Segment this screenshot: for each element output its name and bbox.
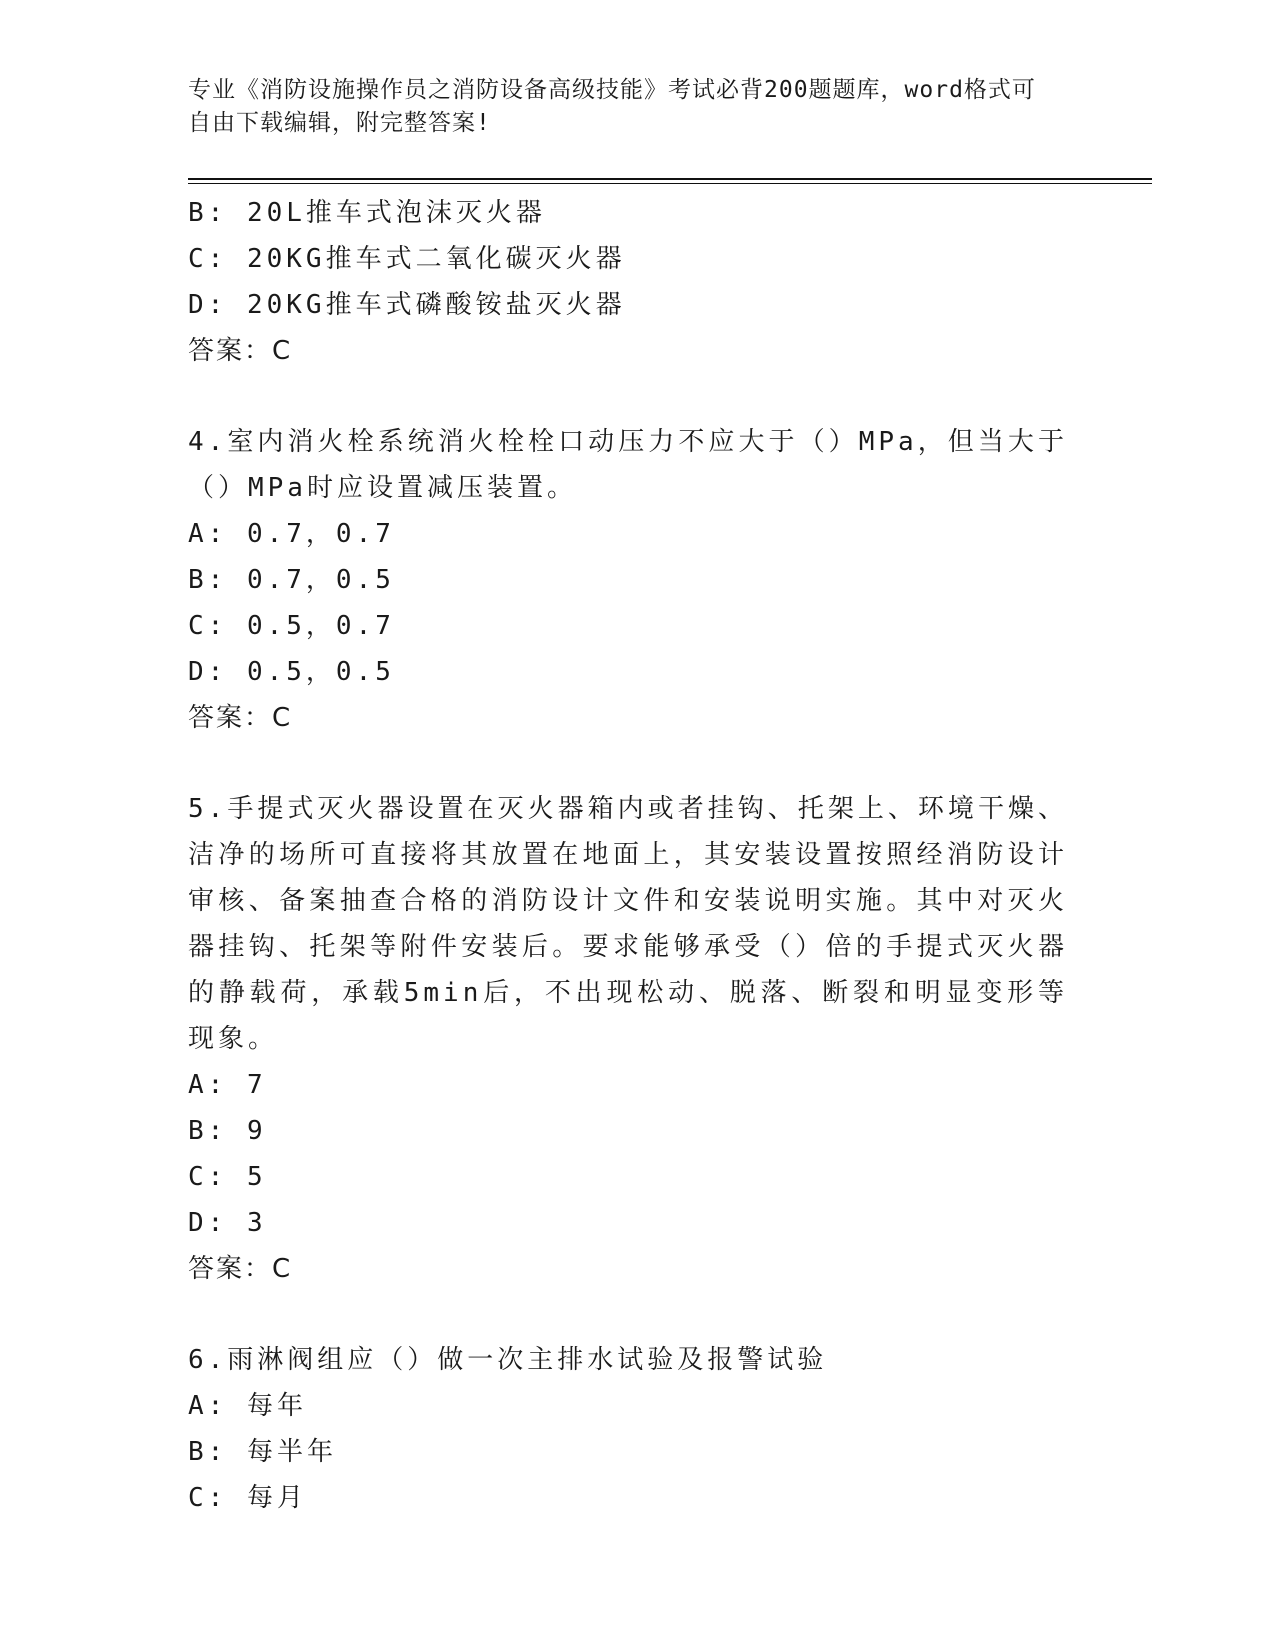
header-title-line-2: 自由下载编辑，附完整答案! (188, 110, 491, 136)
question-5 (188, 786, 1068, 1292)
header-divider-thin (188, 183, 1152, 184)
header-divider-thick (188, 178, 1152, 180)
answer-line: 答案：C (188, 336, 293, 366)
option-a: A: 每年 (188, 1391, 307, 1421)
question-stem: 5.手提式灭火器设置在灭火器箱内或者挂钩、托架上、环境干燥、洁净的场所可直接将其放置在地面上，其安装设置按照经消防设计审核、备案抽查合格的消防设计文件和安装说明实施。其中对灭火器挂钩、托架等附件安装后。要求能够承受（）倍的手提式灭火器的静载荷，承载5min后，不出现松动、脱落、断裂和明显变形等现象。 (188, 794, 1068, 1054)
spacer (188, 374, 1068, 419)
document-header (188, 74, 1068, 140)
question-list (188, 190, 1068, 1521)
option-b: B: 0.7，0.5 (188, 565, 395, 595)
option-d: D: 0.5，0.5 (188, 657, 395, 687)
option-b: B: 9 (188, 1116, 267, 1146)
question-stem: 6.雨淋阀组应（）做一次主排水试验及报警试验 (188, 1345, 828, 1375)
option-d: D: 3 (188, 1208, 267, 1238)
question-4 (188, 419, 1068, 741)
option-d: D: 20KG推车式磷酸铵盐灭火器 (188, 290, 626, 320)
question-6 (188, 1337, 1068, 1521)
question-stem: 4.室内消火栓系统消火栓栓口动压力不应大于（）MPa，但当大于（）MPa时应设置减压装置。 (188, 427, 1068, 503)
option-b: B: 每半年 (188, 1437, 337, 1467)
answer-line: 答案：C (188, 703, 293, 733)
spacer (188, 741, 1068, 786)
question-3-continued (188, 190, 1068, 374)
option-c: C: 20KG推车式二氧化碳灭火器 (188, 244, 626, 274)
option-a: A: 7 (188, 1070, 267, 1100)
spacer (188, 1292, 1068, 1337)
option-c: C: 5 (188, 1162, 267, 1192)
option-a: A: 0.7，0.7 (188, 519, 395, 549)
header-title-line-1: 专业《消防设施操作员之消防设备高级技能》考试必背200题题库，word格式可 (188, 77, 1036, 103)
answer-line: 答案：C (188, 1254, 293, 1284)
option-b: B: 20L推车式泡沫灭火器 (188, 198, 546, 228)
option-c: C: 0.5，0.7 (188, 611, 395, 641)
option-c: C: 每月 (188, 1483, 307, 1513)
